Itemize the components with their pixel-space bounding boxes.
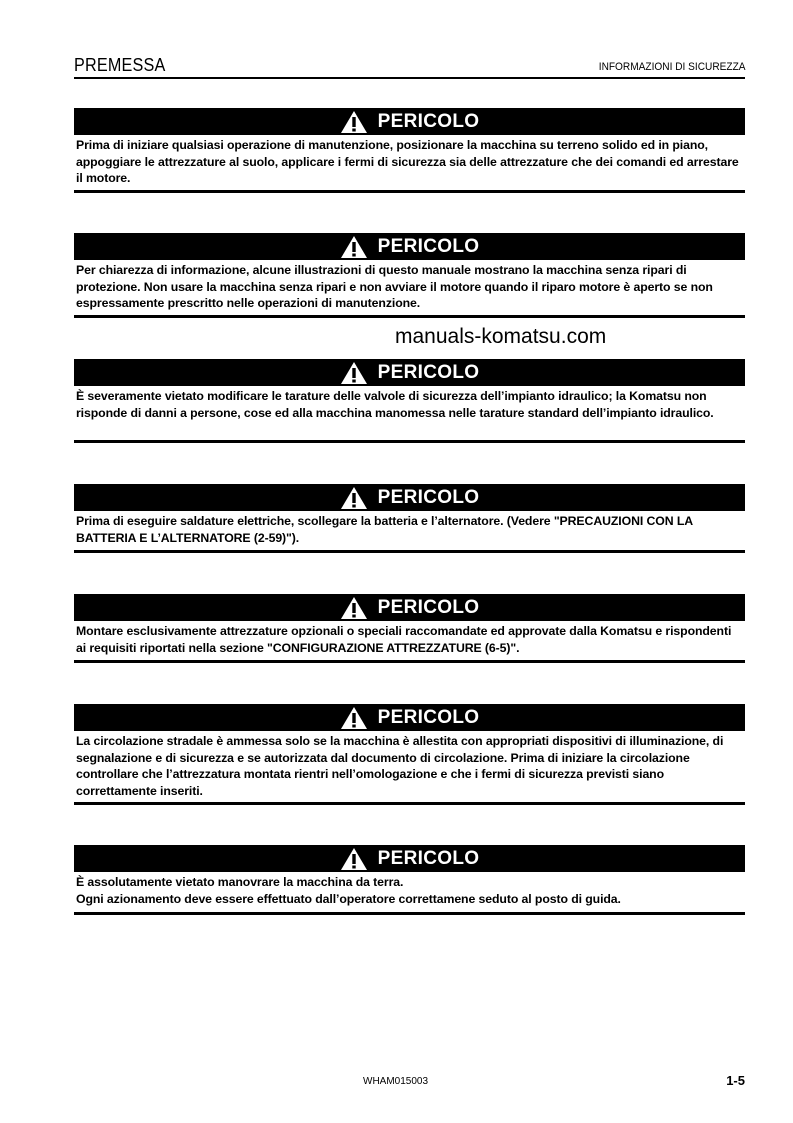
section-title: PREMESSA xyxy=(74,55,166,75)
chapter-title: INFORMAZIONI DI SICUREZZA xyxy=(598,61,745,73)
danger-notice xyxy=(74,108,745,187)
danger-notice xyxy=(74,594,745,656)
notice-body xyxy=(74,872,745,907)
notice-rule xyxy=(74,440,745,443)
danger-notice xyxy=(74,233,745,312)
watermark: manuals-komatsu.com xyxy=(395,325,607,348)
danger-title: PERICOLO xyxy=(377,847,480,869)
danger-banner xyxy=(74,704,745,731)
danger-notice xyxy=(74,704,745,799)
notice-text: Per chiarezza di informazione, alcune illustrazioni di questo manuale mostrano la macchina senza ripari di protezione. Non usare la macchina senza ripari e non avviare il motore quando il riparo motore è aperto se non espressamente prescritto nelle operazioni di manutenzione. xyxy=(76,263,713,310)
page-number: 1-5 xyxy=(726,1073,745,1088)
notice-text: Prima di eseguire saldature elettriche, scollegare la batteria e l’alternatore. (Vedere "PRECAUZIONI CON LA BATTERIA E L’ALTERNATORE (2-59)"). xyxy=(76,514,693,545)
danger-notice xyxy=(74,359,745,421)
danger-title: PERICOLO xyxy=(377,486,480,508)
notice-rule xyxy=(74,802,745,805)
danger-title: PERICOLO xyxy=(377,235,480,257)
warning-triangle-icon xyxy=(340,110,368,134)
notice-text: È assolutamente vietato manovrare la macchina da terra. xyxy=(76,875,404,889)
notice-rule xyxy=(74,550,745,553)
notice-body xyxy=(74,731,745,799)
warning-triangle-icon xyxy=(340,361,368,385)
notice-body xyxy=(74,260,745,312)
danger-banner xyxy=(74,845,745,872)
danger-banner xyxy=(74,594,745,621)
danger-banner xyxy=(74,484,745,511)
warning-triangle-icon xyxy=(340,235,368,259)
danger-title: PERICOLO xyxy=(377,706,480,728)
notice-body xyxy=(74,386,745,421)
notice-text: Montare esclusivamente attrezzature opzionali o speciali raccomandate ed approvate dalla Komatsu e rispondenti ai requisiti riportati nella sezione "CONFIGURAZIONE ATTREZZATURE (6-5)". xyxy=(76,624,732,655)
notice-text: Ogni azionamento deve essere effettuato dall’operatore correttamene seduto al posto di guida. xyxy=(76,891,621,906)
danger-notice xyxy=(74,845,745,907)
warning-triangle-icon xyxy=(340,706,368,730)
header-rule xyxy=(74,77,745,79)
notice-rule xyxy=(74,315,745,318)
notice-body xyxy=(74,621,745,656)
warning-triangle-icon xyxy=(340,486,368,510)
notice-rule xyxy=(74,660,745,663)
danger-title: PERICOLO xyxy=(377,596,480,618)
notice-body xyxy=(74,135,745,187)
warning-triangle-icon xyxy=(340,847,368,871)
danger-title: PERICOLO xyxy=(377,110,480,132)
warning-triangle-icon xyxy=(340,596,368,620)
notice-body xyxy=(74,511,745,546)
danger-banner xyxy=(74,233,745,260)
danger-title: PERICOLO xyxy=(377,361,480,383)
notice-text: La circolazione stradale è ammessa solo se la macchina è allestita con appropriati dispositivi di illuminazione, di segnalazione e di sicurezza e se autorizzata dal documento di circolazione. Prima di iniziare la circolazione controllare che l’attrezzatura montata rientri nell’omologazione e che i fermi di sicurezza previsti siano correttamente inseriti. xyxy=(76,734,724,798)
notice-rule xyxy=(74,912,745,915)
notice-text: È severamente vietato modificare le tarature delle valvole di sicurezza dell’impianto idraulico; la Komatsu non risponde di danni a persone, cose ed alla macchina manomessa nelle tarature standard dell’impianto idraulico. xyxy=(76,389,714,420)
notice-rule xyxy=(74,190,745,193)
danger-banner xyxy=(74,359,745,386)
notice-text: Prima di iniziare qualsiasi operazione di manutenzione, posizionare la macchina su terreno solido ed in piano, appoggiare le attrezzature al suolo, applicare i fermi di sicurezza sia delle attrezzature che dei comandi ed arrestare il motore. xyxy=(76,138,739,185)
danger-banner xyxy=(74,108,745,135)
danger-notice xyxy=(74,484,745,546)
document-code: WHAM015003 xyxy=(363,1076,429,1087)
